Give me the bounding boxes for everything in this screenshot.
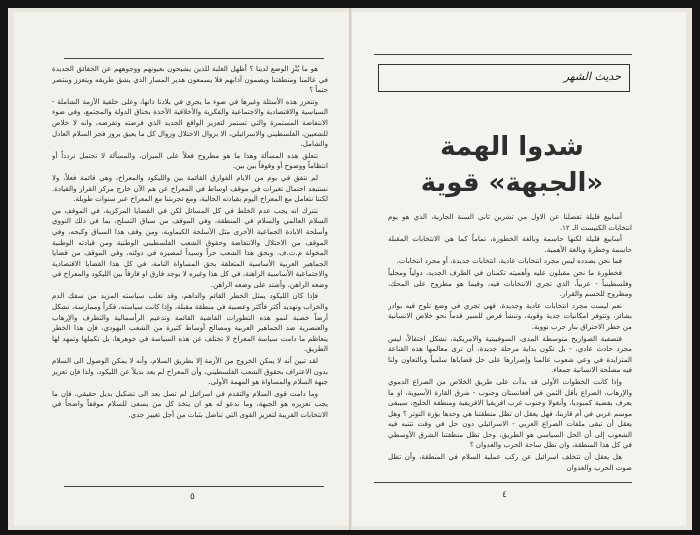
paragraph: هو ما يُنْزِ الوضع لدينا ؟ أظهل الغلبة للذين يشيحون بعيونهم ووجوههم عن الحقائق الجديدة في عالمنا ومنطقتنا ويصمون آذانهم فلا يسمعون هدير المسار الذي يشق طريقه ويتعزز وينتصر حتماً ؟ <box>52 64 328 95</box>
paragraph: نعم ليست مجرد انتخابات عادية وجديدة. فهي تجري في وضع تلوح فيه بوادر بشائر، وتتوفر امكانيات جدية وقوية، وتنشأ فرص للسير قدماً نحو خلاص الانسانية من خطر الاحتراق بنار حرب نووية. <box>388 300 632 331</box>
paragraph: أسابيع قليلة تفصلنا عن الاول من تشرين ثاني السنة الجارية، الذي هو يوم انتخابات الكنيست الـ ١٢. <box>388 212 632 232</box>
section-header-box <box>378 64 630 92</box>
paragraph: وتتعزز هذه الأسئلة وغيرها في ضوء ما يجري في بلادنا ذاتها، وعلى خلفية الأزمة الشاملة - السياسية والاقتصادية والاجتماعية والفكرية والأخلاقية الآخذة بخناق الدولة والمجتمع، وفي ضوء الانتفاضة المستمرة والتي تستمر لتعزيز الواقع الجديد الذي فرضته وتفرضه، وانه لا خلاص للشعبين، الفلسطيني والاسرائيلي، الا بزوال الاحتلال وزوال كل ما يعيق بروز فجر السلام العادل والشامل. <box>52 96 328 149</box>
paragraph: فتصفية الصواريخ متوسطة المدى، السوفييتية والامريكية، تشكل احتفالاً، ليس مجرد حادث عادي، - بل تكون بداية مرحلة جديدة، أن ترى معالمها هذه القناعة المتزايدة في وعي شعوب عالمنا وإصرارها على حل قضاياها سلمياً وبالتعاون ولنا فيه مصلحة الانسانية جمعاء. <box>388 333 632 375</box>
paragraph: لم نتفق في يوم من الايام الفوارق القائمة بين والليكود والمعراخ، وهي قائمة فعلاً، ولا نستبعد احتمال تغيرات في موقف اوساط في المعراخ عن هم الآن خارج مركز القرار والقيادة. لكننا نتعامل مع المعراخ اليوم بقيادته الحالية، ومع تجربتنا مع المعراخ عبر سنوات طويلة. <box>52 172 328 204</box>
paragraph: فإذا كان الليكود يمثل الخطر القائم والداهم، وقد تغلب سياسته المزيد من سفك الدم والخراب وتهديد أكثر فأكثر وعصبية في منطقة مقبلة، وإذا كانت سياسته، فكراً وممارسة، تشكل أرضاً خصبة لنمو هذه التطورات الفاشية القائمة وتدعيم الرأسمالية والتطرف والإرهاب والعنصرية ضد الجماهير العربية ومصالح أوساط كثيرة من الشعب اليهودي، فإن هذا الخطر يتعاظم ما دامت سياسة المعراخ لا تختلف عن هذه السياسة في جوهرها، بل تكملها وتمهد لها الطريق. <box>52 291 328 354</box>
left-page <box>14 12 350 526</box>
paragraph: فما نحن بصدده ليس مجرد انتخابات عادية، انتخابات جديدة، أو مجرد انتخابات. <box>396 256 622 266</box>
paragraph: لقد تبين أنه لا يمكن الخروج من الأزمة إلا بطريق السلام، وأنه لا يمكن الوصول الى السلام بدون الاعتراف بحقوق الشعب الفلسطيني، وأن المعراخ لم يعد بديلاً عن الليكود، ولذا فإن تعزيز جبهة السلام والمساواة هو المهمة الأولى. <box>52 356 328 387</box>
top-rule <box>374 54 632 55</box>
paragraph: هل يعقل أن تتخلف اسرائيل عن ركب عملية السلام في المنطقة، وأن تظل صوت الحرب والعدوان <box>388 452 632 472</box>
article-title-line1: شدوا الهمة <box>440 132 584 162</box>
paragraph: أسابيع قليلة لكنها حاسمة وبالغة الخطورة، تماماً كما هي الانتخابات المقبلة حاسمة وخطرة وبالغة الأهمية. <box>388 234 632 254</box>
page-number: ٤ <box>502 490 507 500</box>
magazine-spread <box>8 8 692 530</box>
bottom-rule <box>374 482 632 483</box>
paragraph: وإذا كانت الخطوات الأولى قد بدأت على طريق الخلاص من الصراع الدموي والإرهاب، الصراع بأقل الثمن في أفغانستان وجنوب - شرق القارة الأسيوية، او ما يعرف بقضية كمبوديا، وأنغولا وجنوب غرب افريقيا الافريقية ومنطقة الخليج، سيبقى موسم عربي في أم قاربنا، فهل يعقل ان تظل منطقتنا هي وحدها بؤرة التوتر ؟ وهل يعقل أن تبقى ملفات الصراع العربي - الاسرائيلي دون حل في وقت تتنبه فيه الشعوب إلى أن الحل السياسي هو الطريق، وحل تظل منطقتنا الشرق الأوسطي في كل هذا المنطقة، وان تظل ساحة الحرب والعدوان ؟ <box>388 376 632 450</box>
paragraph: تتعلق هذه المسألة وهذا ما هو مطروح فعلاً على الميزان، والمسألة لا تحتمل تردداً أو انتظاماً ووضوح أو وقوفاً بين بين. <box>52 150 328 171</box>
article-title-line2: «الجبهة» قوية <box>420 168 604 198</box>
bottom-rule <box>64 486 324 487</box>
top-rule <box>64 58 324 59</box>
section-label: حديث الشهر <box>563 70 621 83</box>
paragraph: وما دامت قوى السلام والتقدم في اسرائيل لم تصل بعد الى تشكيل بديل حقيقي، فإن ما يجب تعزيزه هو الجبهة، وما ندعو له هو ان يتخذ كل من يسعى للسلام موقفاً واضحاً في الانتخابات القريبة لتعزيز القوى التي تناضل بثبات من أجل تغيير جدي. <box>52 388 328 419</box>
paragraph: فخطورة ما نحن مقبلون عليه وأهميته تكمنان في الظرف الجديد، دولياً ومحلياً وفلسطينياً - عربياً، الذي تجري الانتخابات فيه، وفيما هو مطروح على المحك، ومطروح للحسم والقرار. <box>388 267 632 299</box>
paragraph: نتنرك انه يجب عدم الخلط في كل المسائل لكن في القضايا المركزية، في الموقف من السلام العالمي والسلام في المنطقة، وفي الموقف من سباق التسلح، بما في ذلك النووي وأسلحة الابادة الجماعية الأخرى مثل الأسلحة الكيماوية، ومن وقف هذا السباق وكبحه، وفي الموقف من الاحتلال والانتفاضة وحقوق الشعب الفلسطيني الوطنية ومن قيادته الوطنية المخولة م.ت.ف. وبحق هذا الشعب حراً وسيداً لمصيره في دولته، وفي الموقف من قضايا الجماهير العربية الأساسية المتعلقة بحق المساواة التامة، في كل هذا القضايا الاقتصادية والاجتماعية الأساسية الراهنة، في كل هذا وغيره لا يوجد فارق او فارقاً بين الليكود والمعراخ في وضعه الراهن، وأشتد على وضعه الراهن. <box>52 205 328 289</box>
right-page-text <box>388 212 632 480</box>
right-page <box>352 12 686 526</box>
left-page-text <box>52 64 328 482</box>
page-number: ٥ <box>190 492 195 502</box>
